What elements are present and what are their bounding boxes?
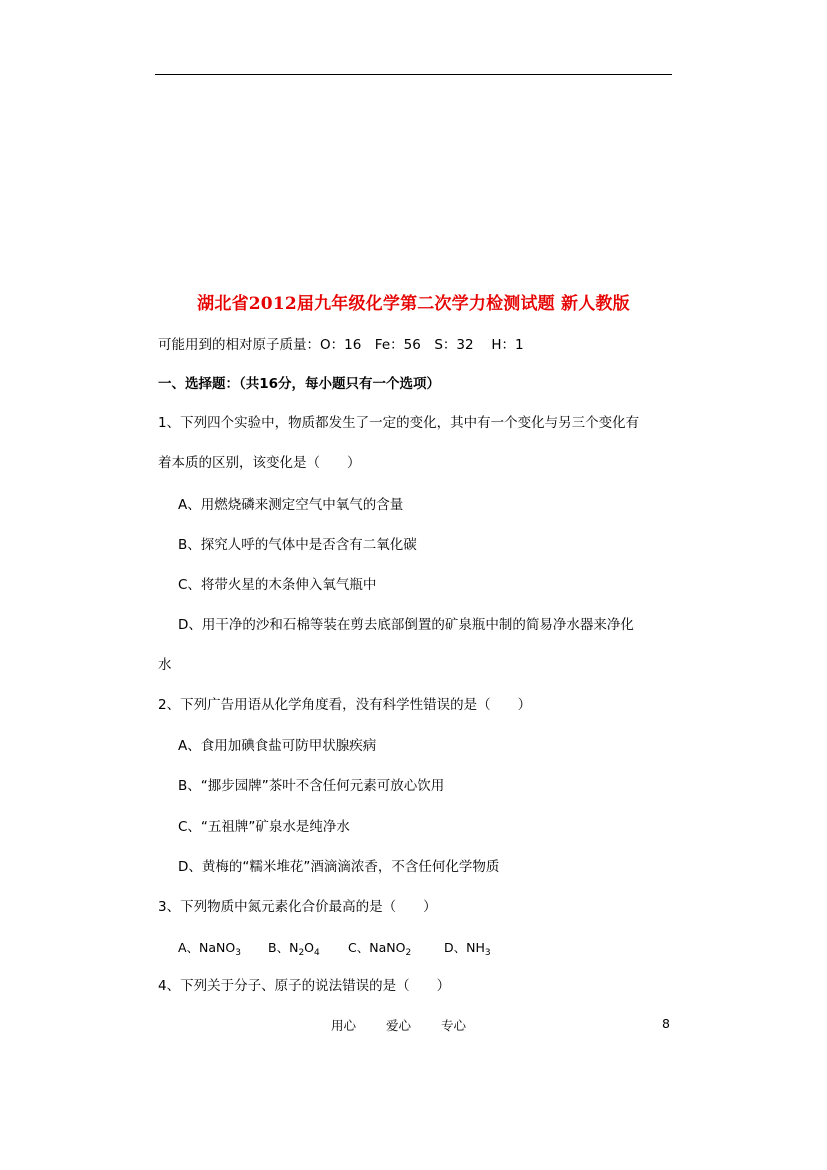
q2-option-d: D、黄梅的“糯米堆花”酒滴滴浓香，不含任何化学物质 [178, 859, 500, 875]
q1-option-c: C、将带火星的木条伸入氧气瓶中 [178, 577, 377, 593]
q4-stem: 4、下列关于分子、原子的说法错误的是（ ） [158, 978, 451, 994]
q2-stem: 2、下列广告用语从化学角度看，没有科学性错误的是（ ） [158, 697, 532, 713]
q3-options [178, 939, 491, 962]
q1-option-d: D、用干净的沙和石棉等装在剪去底部倒置的矿泉瓶中制的简易净水器来净化 [178, 617, 634, 633]
q3-option-d: D、$NH_3$ [444, 940, 491, 958]
q1-option-b: B、探究人呼的气体中是否含有二氧化碳 [178, 537, 417, 553]
q1-option-d-cont: 水 [158, 657, 172, 673]
page-title: 湖北省2012届九年级化学第二次学力检测试题 新人教版 [197, 294, 630, 314]
footer-motto-3: 专心 [441, 1018, 467, 1033]
header-rule [155, 74, 672, 75]
q3-option-c: C、NaNO$_2$ [348, 940, 412, 958]
q3-option-b: B、$N_2O_4$ [268, 940, 320, 958]
q3-option-a: A、NaNO$_3$ [178, 940, 241, 958]
section-heading: 一、选择题：（共16分，每小题只有一个选项） [158, 376, 441, 392]
q3-stem: 3、下列物质中氮元素化合价最高的是（ ） [158, 899, 437, 915]
q1-stem-line1: 1、下列四个实验中，物质都发生了一定的变化，其中有一个变化与另三个变化有 [158, 415, 640, 431]
q1-stem-line2: 着本质的区别，该变化是（ ） [158, 455, 361, 471]
page-number: 8 [662, 1016, 670, 1031]
q1-option-a: A、用燃烧磷来测定空气中氧气的含量 [178, 497, 404, 513]
footer-motto-1: 用心 [331, 1018, 357, 1033]
footer-motto-2: 爱心 [386, 1018, 412, 1033]
atomic-masses: 可能用到的相对原子质量：O：16 Fe：56 S：32 H：1 [158, 337, 524, 353]
q2-option-c: C、“五祖牌”矿泉水是纯净水 [178, 819, 350, 835]
q2-option-a: A、食用加碘食盐可防甲状腺疾病 [178, 738, 377, 754]
q2-option-b: B、“挪步园牌”茶叶不含任何元素可放心饮用 [178, 778, 445, 794]
